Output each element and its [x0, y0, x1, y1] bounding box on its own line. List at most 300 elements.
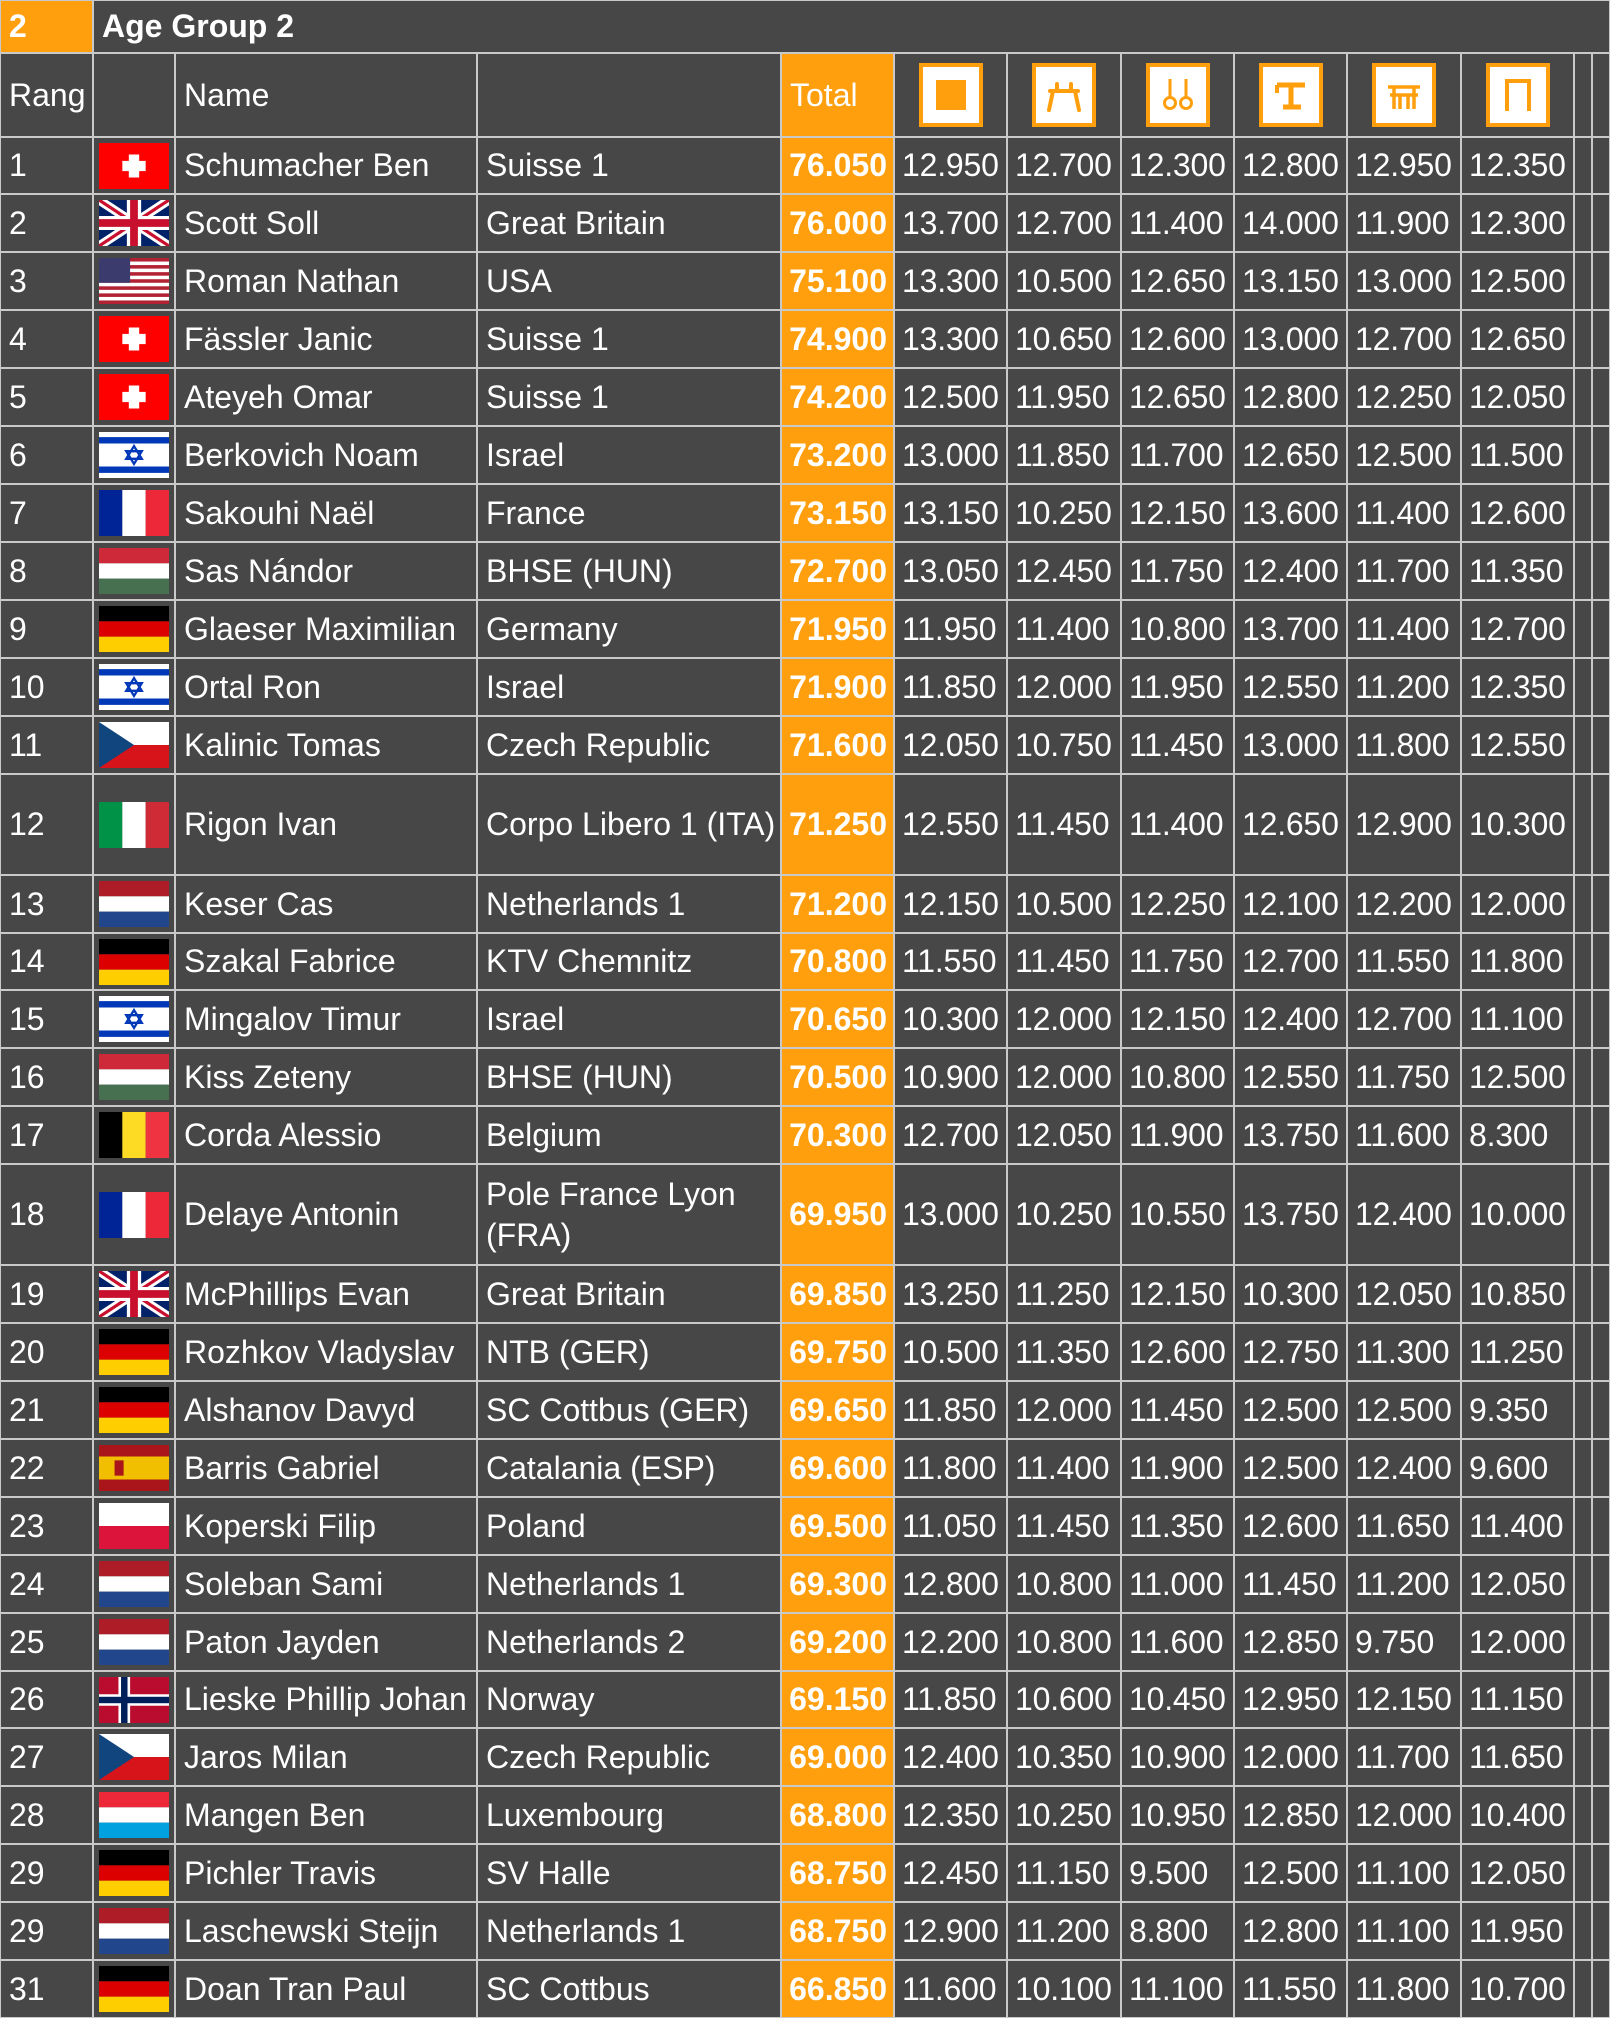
apparatus-score-3: [1121, 1323, 1234, 1381]
score-text: 12.700: [1469, 610, 1566, 647]
athlete-name[interactable]: [175, 774, 477, 875]
total-score: [781, 194, 894, 252]
apparatus-score-5: [1347, 990, 1461, 1048]
apparatus-score-2: [1007, 252, 1121, 310]
score-text: 10.900: [1129, 1738, 1226, 1775]
athlete-name-text: Barris Gabriel: [184, 1449, 380, 1486]
total-score-text: 66.850: [789, 1970, 887, 2007]
extra-col-b: [1592, 1844, 1610, 1902]
apparatus-score-2: [1007, 716, 1121, 774]
luxembourg-flag: [99, 1792, 169, 1838]
total-score: [781, 1844, 894, 1902]
extra-col-b: [1592, 310, 1610, 368]
apparatus-score-1: [894, 716, 1007, 774]
score-text: 12.000: [1015, 1391, 1112, 1428]
apparatus-header-6[interactable]: [1461, 53, 1574, 137]
rank-cell: [0, 252, 93, 310]
score-text: 12.050: [1469, 378, 1566, 415]
apparatus-score-3: [1121, 658, 1234, 716]
apparatus-score-6: [1461, 426, 1574, 484]
score-text: 11.400: [1355, 610, 1450, 647]
apparatus-score-1: [894, 1439, 1007, 1497]
total-score-text: 71.200: [789, 885, 887, 922]
flag-cell: [93, 252, 175, 310]
apparatus-score-1: [894, 774, 1007, 875]
team-name: [477, 137, 781, 194]
score-text: 11.000: [1129, 1565, 1224, 1602]
score-text: 12.050: [1355, 1275, 1452, 1312]
score-text: 12.450: [1015, 552, 1112, 589]
team-name: [477, 1106, 781, 1164]
apparatus-score-6: [1461, 1048, 1574, 1106]
extra-col-a: [1574, 1960, 1592, 2018]
extra-col-a: [1574, 658, 1592, 716]
apparatus-score-1: [894, 600, 1007, 658]
apparatus-score-1: [894, 310, 1007, 368]
score-text: 12.000: [1015, 1000, 1112, 1037]
athlete-name-text: Jaros Milan: [184, 1738, 348, 1775]
apparatus-score-2: [1007, 933, 1121, 990]
total-score: [781, 1613, 894, 1671]
extra-col-a: [1574, 1555, 1592, 1613]
extra-col-a: [1574, 1164, 1592, 1265]
high-bar-icon: [1486, 63, 1550, 127]
extra-col-a: [1574, 600, 1592, 658]
rank-value: 26: [9, 1681, 45, 1717]
switzerland-flag: [99, 143, 169, 189]
flag-cell: [93, 368, 175, 426]
athlete-name-text: Keser Cas: [184, 885, 334, 922]
apparatus-score-2: [1007, 1902, 1121, 1960]
apparatus-score-6: [1461, 1613, 1574, 1671]
score-text: 11.250: [1015, 1275, 1110, 1312]
team-name: [477, 252, 781, 310]
apparatus-score-4: [1234, 1555, 1347, 1613]
apparatus-score-5: [1347, 542, 1461, 600]
apparatus-score-2: [1007, 1323, 1121, 1381]
total-score-text: 70.800: [789, 943, 887, 979]
apparatus-score-2: [1007, 1439, 1121, 1497]
score-text: 12.150: [902, 885, 999, 922]
apparatus-score-5: [1347, 1497, 1461, 1555]
score-text: 11.950: [1015, 378, 1110, 415]
score-text: 11.200: [1355, 1565, 1450, 1602]
apparatus-score-1: [894, 1381, 1007, 1439]
athlete-name[interactable]: [175, 426, 477, 484]
score-text: 12.500: [1242, 1449, 1339, 1486]
apparatus-score-6: [1461, 1106, 1574, 1164]
score-text: 11.850: [902, 668, 997, 705]
flag-cell: [93, 1323, 175, 1381]
apparatus-score-4: [1234, 1265, 1347, 1323]
apparatus-score-3: [1121, 774, 1234, 875]
score-text: 12.700: [1242, 943, 1339, 979]
total-score: [781, 252, 894, 310]
athlete-name-text: Paton Jayden: [184, 1623, 380, 1660]
rank-value: 19: [9, 1275, 45, 1312]
extra-col-a: [1574, 1265, 1592, 1323]
apparatus-score-1: [894, 1613, 1007, 1671]
score-text: 12.600: [1129, 1333, 1226, 1370]
rank-cell: [0, 194, 93, 252]
team-name: [477, 1323, 781, 1381]
athlete-name[interactable]: [175, 1164, 477, 1265]
athlete-name[interactable]: [175, 1728, 477, 1786]
rank-cell: [0, 1439, 93, 1497]
extra-col-b: [1592, 252, 1610, 310]
total-score-text: 72.700: [789, 552, 887, 589]
score-text: 10.600: [1015, 1681, 1112, 1717]
total-score: [781, 310, 894, 368]
score-text: 12.550: [902, 806, 999, 842]
team-name-text: Great Britain: [486, 1275, 666, 1312]
score-text: 13.600: [1242, 494, 1339, 531]
total-score: [781, 1164, 894, 1265]
rank-cell: [0, 426, 93, 484]
total-score: [781, 542, 894, 600]
total-score: [781, 600, 894, 658]
athlete-name[interactable]: [175, 716, 477, 774]
apparatus-score-6: [1461, 990, 1574, 1048]
athlete-name[interactable]: [175, 1613, 477, 1671]
score-text: 12.500: [1355, 1391, 1452, 1428]
athlete-name[interactable]: [175, 310, 477, 368]
total-score-text: 69.000: [789, 1738, 887, 1775]
extra-col-a: [1574, 990, 1592, 1048]
total-score-text: 69.850: [789, 1275, 887, 1312]
team-name-text: Pole France Lyon (FRA): [486, 1175, 736, 1253]
apparatus-score-1: [894, 368, 1007, 426]
score-text: 9.350: [1469, 1391, 1549, 1428]
score-text: 11.450: [1015, 1507, 1110, 1544]
score-text: 9.600: [1469, 1449, 1549, 1486]
name-header[interactable]: [175, 53, 477, 137]
apparatus-score-4: [1234, 933, 1347, 990]
athlete-name[interactable]: [175, 1265, 477, 1323]
hungary-flag: [99, 1054, 169, 1100]
score-text: 11.300: [1355, 1333, 1450, 1370]
score-text: 12.600: [1469, 494, 1566, 531]
score-text: 12.750: [1242, 1333, 1339, 1370]
team-name: [477, 1497, 781, 1555]
athlete-name-text: Scott Soll: [184, 204, 320, 241]
extra-col-b: [1592, 1106, 1610, 1164]
apparatus-score-6: [1461, 1497, 1574, 1555]
score-text: 12.900: [1355, 806, 1452, 842]
score-text: 9.500: [1129, 1854, 1209, 1891]
team-name-text: BHSE (HUN): [486, 552, 673, 589]
apparatus-score-6: [1461, 252, 1574, 310]
apparatus-score-2: [1007, 542, 1121, 600]
team-name: [477, 194, 781, 252]
apparatus-score-6: [1461, 875, 1574, 933]
athlete-name[interactable]: [175, 194, 477, 252]
team-name: [477, 716, 781, 774]
apparatus-score-3: [1121, 933, 1234, 990]
score-text: 10.450: [1129, 1681, 1226, 1717]
athlete-name-text: Soleban Sami: [184, 1565, 384, 1602]
score-text: 12.800: [1242, 147, 1339, 183]
rank-value: 21: [9, 1391, 45, 1428]
team-name: [477, 1164, 781, 1265]
athlete-name[interactable]: [175, 875, 477, 933]
athlete-name[interactable]: [175, 1048, 477, 1106]
apparatus-score-1: [894, 137, 1007, 194]
athlete-name[interactable]: [175, 990, 477, 1048]
team-name: [477, 990, 781, 1048]
athlete-name[interactable]: [175, 1555, 477, 1613]
apparatus-header-2[interactable]: [1007, 53, 1121, 137]
extra-col-a: [1574, 53, 1592, 137]
score-text: 11.100: [1355, 1912, 1450, 1949]
apparatus-score-6: [1461, 1960, 1574, 2018]
apparatus-score-5: [1347, 1728, 1461, 1786]
apparatus-header-5[interactable]: [1347, 53, 1461, 137]
group-number: [0, 0, 93, 53]
score-text: 12.500: [1469, 1058, 1566, 1095]
extra-col-b: [1592, 600, 1610, 658]
athlete-name[interactable]: [175, 137, 477, 194]
score-text: 12.500: [1469, 262, 1566, 299]
extra-col-a: [1574, 1439, 1592, 1497]
score-text: 11.400: [1469, 1507, 1564, 1544]
total-header[interactable]: [781, 53, 894, 137]
apparatus-score-1: [894, 1497, 1007, 1555]
rank-value: 12: [9, 806, 45, 842]
apparatus-score-3: [1121, 1048, 1234, 1106]
rank-value: 16: [9, 1058, 45, 1095]
apparatus-score-1: [894, 1728, 1007, 1786]
athlete-name[interactable]: [175, 1671, 477, 1728]
team-name-text: France: [486, 494, 586, 531]
athlete-name[interactable]: [175, 1381, 477, 1439]
extra-col-b: [1592, 1786, 1610, 1844]
athlete-name[interactable]: [175, 1786, 477, 1844]
score-text: 12.800: [1242, 1912, 1339, 1949]
extra-col-b: [1592, 53, 1610, 137]
total-score-text: 69.750: [789, 1333, 887, 1370]
team-name: [477, 542, 781, 600]
score-text: 10.100: [1015, 1970, 1112, 2007]
team-name: [477, 310, 781, 368]
apparatus-score-4: [1234, 1844, 1347, 1902]
extra-col-a: [1574, 252, 1592, 310]
apparatus-score-4: [1234, 310, 1347, 368]
apparatus-score-4: [1234, 1323, 1347, 1381]
score-text: 10.300: [902, 1000, 999, 1037]
athlete-name-text: Fässler Janic: [184, 320, 373, 357]
group-number-text: 2: [9, 8, 27, 44]
apparatus-score-4: [1234, 1439, 1347, 1497]
apparatus-score-3: [1121, 1106, 1234, 1164]
athlete-name[interactable]: [175, 1106, 477, 1164]
score-text: 11.400: [1129, 806, 1224, 842]
score-text: 12.800: [1242, 378, 1339, 415]
athlete-name-text: Glaeser Maximilian: [184, 610, 457, 647]
apparatus-score-4: [1234, 1048, 1347, 1106]
total-score: [781, 1106, 894, 1164]
score-text: 12.700: [1355, 1000, 1452, 1037]
score-text: 14.000: [1242, 204, 1339, 241]
apparatus-score-3: [1121, 600, 1234, 658]
rank-cell: [0, 137, 93, 194]
total-score: [781, 1439, 894, 1497]
extra-col-b: [1592, 1323, 1610, 1381]
apparatus-score-3: [1121, 1439, 1234, 1497]
team-name-text: Israel: [486, 436, 565, 473]
netherlands-flag: [99, 1908, 169, 1954]
extra-col-a: [1574, 774, 1592, 875]
score-text: 11.250: [1469, 1333, 1564, 1370]
usa-flag: [99, 258, 169, 304]
apparatus-score-2: [1007, 426, 1121, 484]
score-text: 12.150: [1355, 1681, 1452, 1717]
team-name: [477, 368, 781, 426]
rank-value: 27: [9, 1738, 45, 1775]
score-text: 12.950: [1242, 1681, 1339, 1717]
netherlands-flag: [99, 1561, 169, 1607]
athlete-name-text: Kiss Zeteny: [184, 1058, 352, 1095]
team-name-text: Norway: [486, 1681, 595, 1717]
score-text: 11.350: [1469, 552, 1564, 589]
apparatus-score-4: [1234, 368, 1347, 426]
apparatus-score-5: [1347, 310, 1461, 368]
score-text: 11.650: [1355, 1507, 1450, 1544]
rank-header[interactable]: [0, 53, 93, 137]
flag-cell: [93, 774, 175, 875]
athlete-name[interactable]: [175, 1323, 477, 1381]
score-text: 11.400: [1015, 610, 1110, 647]
apparatus-score-4: [1234, 1960, 1347, 2018]
extra-col-b: [1592, 368, 1610, 426]
total-header-text: Total: [790, 76, 858, 113]
rank-value: 5: [9, 378, 27, 415]
extra-col-a: [1574, 1902, 1592, 1960]
spain-flag: [99, 1445, 169, 1491]
rank-value: 2: [9, 204, 27, 241]
flag-cell: [93, 1844, 175, 1902]
score-text: 8.800: [1129, 1912, 1209, 1949]
flag-cell: [93, 716, 175, 774]
apparatus-score-3: [1121, 194, 1234, 252]
athlete-name[interactable]: [175, 252, 477, 310]
apparatus-score-4: [1234, 1613, 1347, 1671]
score-text: 11.800: [1355, 726, 1450, 763]
athlete-name[interactable]: [175, 1902, 477, 1960]
athlete-name[interactable]: [175, 1960, 477, 2018]
athlete-name[interactable]: [175, 658, 477, 716]
score-text: 11.850: [902, 1391, 997, 1428]
apparatus-score-4: [1234, 600, 1347, 658]
apparatus-score-4: [1234, 1902, 1347, 1960]
apparatus-score-2: [1007, 1728, 1121, 1786]
athlete-name-text: McPhillips Evan: [184, 1275, 410, 1312]
apparatus-score-5: [1347, 1323, 1461, 1381]
apparatus-score-3: [1121, 1728, 1234, 1786]
athlete-name[interactable]: [175, 600, 477, 658]
apparatus-score-1: [894, 875, 1007, 933]
score-text: 13.300: [902, 262, 999, 299]
athlete-name[interactable]: [175, 1439, 477, 1497]
flag-cell: [93, 1164, 175, 1265]
score-text: 12.350: [902, 1796, 999, 1833]
apparatus-header-4[interactable]: [1234, 53, 1347, 137]
apparatus-score-2: [1007, 1381, 1121, 1439]
athlete-name[interactable]: [175, 1497, 477, 1555]
athlete-name[interactable]: [175, 933, 477, 990]
flag-cell: [93, 658, 175, 716]
athlete-name[interactable]: [175, 542, 477, 600]
score-text: 12.650: [1129, 262, 1226, 299]
apparatus-score-1: [894, 1164, 1007, 1265]
apparatus-score-2: [1007, 1048, 1121, 1106]
athlete-name[interactable]: [175, 1844, 477, 1902]
rank-cell: [0, 542, 93, 600]
team-name: [477, 1728, 781, 1786]
rank-value: 3: [9, 262, 27, 299]
extra-col-a: [1574, 310, 1592, 368]
score-text: 11.800: [1355, 1970, 1450, 2007]
score-text: 12.400: [902, 1738, 999, 1775]
total-score: [781, 1671, 894, 1728]
apparatus-score-6: [1461, 933, 1574, 990]
apparatus-score-3: [1121, 1497, 1234, 1555]
apparatus-score-6: [1461, 1381, 1574, 1439]
athlete-name-text: Roman Nathan: [184, 262, 400, 299]
total-score-text: 74.900: [789, 320, 887, 357]
athlete-name[interactable]: [175, 368, 477, 426]
total-score-text: 73.150: [789, 494, 887, 531]
rank-value: 31: [9, 1970, 45, 2007]
apparatus-score-4: [1234, 1164, 1347, 1265]
apparatus-score-4: [1234, 542, 1347, 600]
apparatus-score-3: [1121, 990, 1234, 1048]
score-text: 11.750: [1355, 1058, 1450, 1095]
total-score-text: 68.750: [789, 1854, 887, 1891]
athlete-name-text: Ateyeh Omar: [184, 378, 373, 415]
apparatus-score-3: [1121, 484, 1234, 542]
score-text: 10.800: [1129, 610, 1226, 647]
rank-cell: [0, 990, 93, 1048]
score-text: 10.000: [1469, 1196, 1566, 1232]
apparatus-score-4: [1234, 658, 1347, 716]
extra-col-a: [1574, 1497, 1592, 1555]
athlete-name-text: Rozhkov Vladyslav: [184, 1333, 455, 1370]
score-text: 12.150: [1129, 494, 1226, 531]
apparatus-header-1[interactable]: [894, 53, 1007, 137]
germany-flag: [99, 1966, 169, 2012]
team-name: [477, 875, 781, 933]
score-text: 10.500: [902, 1333, 999, 1370]
flag-cell: [93, 1381, 175, 1439]
apparatus-score-4: [1234, 875, 1347, 933]
score-text: 12.800: [902, 1565, 999, 1602]
score-text: 10.350: [1015, 1738, 1112, 1775]
apparatus-header-3[interactable]: [1121, 53, 1234, 137]
score-text: 12.350: [1469, 668, 1566, 705]
apparatus-score-1: [894, 1786, 1007, 1844]
apparatus-score-6: [1461, 1671, 1574, 1728]
total-score-text: 68.750: [789, 1912, 887, 1949]
apparatus-score-5: [1347, 1381, 1461, 1439]
score-text: 13.000: [902, 436, 999, 473]
germany-flag: [99, 939, 169, 985]
flag-cell: [93, 1048, 175, 1106]
athlete-name[interactable]: [175, 484, 477, 542]
score-text: 12.650: [1469, 320, 1566, 357]
rank-value: 20: [9, 1333, 45, 1370]
rank-cell: [0, 658, 93, 716]
